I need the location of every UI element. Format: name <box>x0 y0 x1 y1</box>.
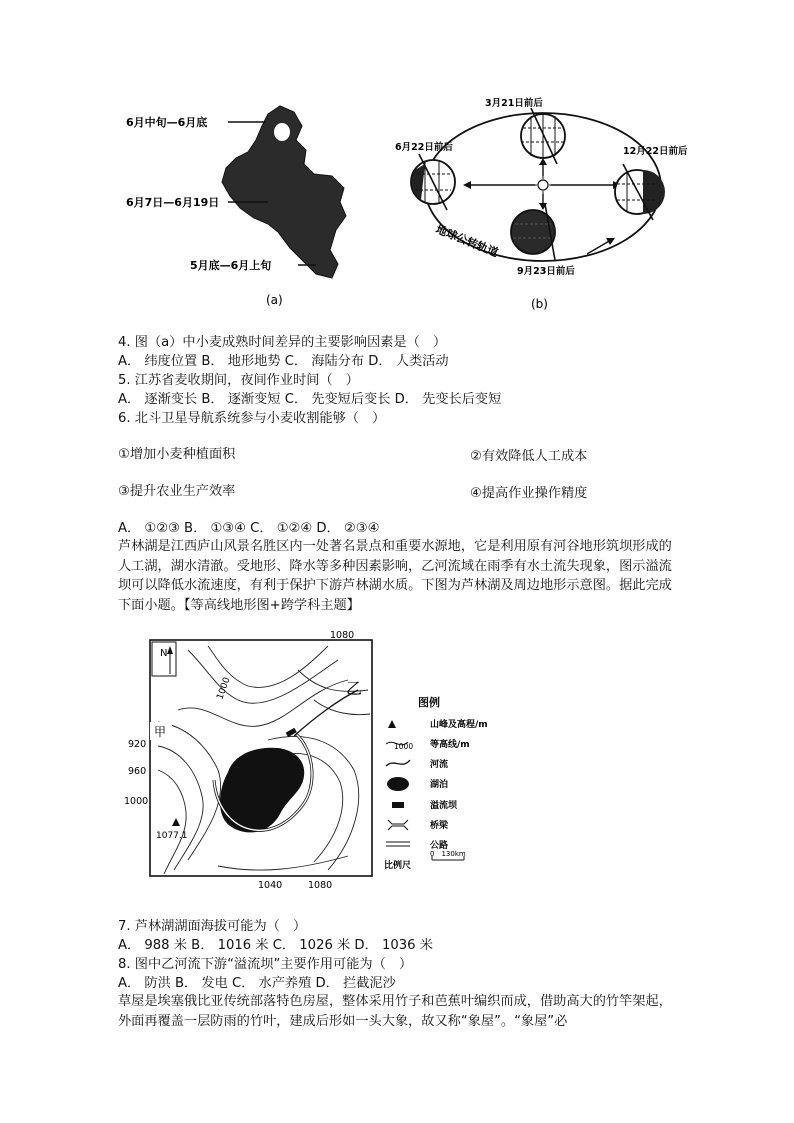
label-920: 920 <box>128 739 147 750</box>
q6-item1: ①增加小麦种植面积 <box>118 447 236 462</box>
label-march: 3月21日前后 <box>485 98 543 109</box>
label-1000: 1000 <box>124 796 149 807</box>
scale-label: 比例尺 <box>384 861 412 871</box>
label-mid: 6月7日—6月19日 <box>126 196 220 209</box>
orbit-label: 地球公转轨道 <box>433 222 500 260</box>
label-december: 12月22日前后 <box>623 146 688 157</box>
q8-options: A． 防洪 B． 发电 C． 水产养殖 D． 拦截泥沙 <box>118 976 396 991</box>
north-label: N <box>160 648 168 659</box>
label-top: 6月中旬—6月底 <box>126 116 208 129</box>
label-september: 9月23日前后 <box>517 266 575 277</box>
legend-title: 图例 <box>418 696 440 709</box>
contour-map <box>118 630 498 892</box>
label-1040-bottom: 1040 <box>258 880 283 891</box>
q6-stem: 6. 北斗卫星导航系统参与小麦收割能够（ ） <box>118 411 386 426</box>
legend-contour: 等高线/m <box>430 740 470 750</box>
legend-road: 公路 <box>430 841 449 851</box>
legend-bridge: 桥梁 <box>430 821 449 831</box>
caption-a: (a) <box>266 293 283 307</box>
peak-value: 1077.1 <box>156 831 188 841</box>
q6-item3: ③提升农业生产效率 <box>118 484 236 499</box>
label-1080-bottom: 1080 <box>308 880 333 891</box>
scale-values: 0 130km <box>430 850 466 858</box>
earth-june <box>411 154 455 210</box>
label-jia: 甲 <box>154 725 167 739</box>
caption-b: (b) <box>531 297 548 311</box>
label-1080-top: 1080 <box>330 630 355 641</box>
figure-a-map <box>118 92 368 312</box>
passage-elephant-house: 草屋是埃塞俄比亚传统部落特色房屋，整体采用竹子和芭蕉叶编织而成，借助高大的竹竿架起，外面再覆盖一层防雨的竹叶，建成后形如一头大象，故又称“象屋”。“象屋”必 <box>118 994 672 1029</box>
earth-september <box>511 204 555 260</box>
legend-peak: 山峰及高程/m <box>430 720 488 730</box>
label-bot: 5月底—6月上旬 <box>190 259 272 272</box>
q6-item2: ②有效降低人工成本 <box>470 449 588 464</box>
legend-river: 河流 <box>430 760 449 770</box>
label-960: 960 <box>128 766 147 777</box>
label-yi: 乙 <box>346 679 363 698</box>
label-june: 6月22日前后 <box>395 142 453 153</box>
legend-lake: 湖泊 <box>430 780 449 790</box>
label-1000-contour: 1000 <box>215 676 233 702</box>
q6-options: A． ①②③ B． ①③④ C． ①②④ D． ②③④ <box>118 521 380 536</box>
q5-options: A． 逐渐变长 B． 逐渐变短 C． 先变短后变长 D． 先变长后变短 <box>118 392 502 407</box>
sun-icon <box>534 176 552 194</box>
q4-options: A． 纬度位置 B． 地形地势 C． 海陆分布 D． 人类活动 <box>118 354 449 369</box>
q4-stem: 4. 图（a）中小麦成熟时间差异的主要影响因素是（ ） <box>118 335 447 350</box>
earth-march <box>521 108 565 164</box>
legend-dam: 溢流坝 <box>430 801 458 811</box>
q6-item4: ④提高作业操作精度 <box>470 486 588 501</box>
q7-stem: 7. 芦林湖湖面海拔可能为（ ） <box>118 919 307 934</box>
q5-stem: 5. 江苏省麦收期间，夜间作业时间（ ） <box>118 373 359 388</box>
q8-stem: 8. 图中乙河流下游“溢流坝”主要作用可能为（ ） <box>118 957 413 972</box>
passage-lulin-lake: 芦林湖是江西庐山风景名胜区内一处著名景点和重要水源地，它是利用原有河谷地形筑坝形成的人工湖，湖水清澈。受地形、降水等多种因素影响，乙河流域在雨季有水土流失现象，图示溢流坝可以降低水流速度，有利于保护下游芦林湖水质。下图为芦林湖及周边地形示意图。据此完成下面小题。【等高线地形图+跨学科主题】 <box>118 539 672 613</box>
legend-peak-icon <box>388 720 396 728</box>
q7-options: A． 988 米 B． 1016 米 C． 1026 米 D． 1036 米 <box>118 938 433 953</box>
legend-contour-value: 1000 <box>394 742 414 751</box>
earth-december <box>615 164 665 220</box>
figure-b-orbit <box>395 92 695 317</box>
